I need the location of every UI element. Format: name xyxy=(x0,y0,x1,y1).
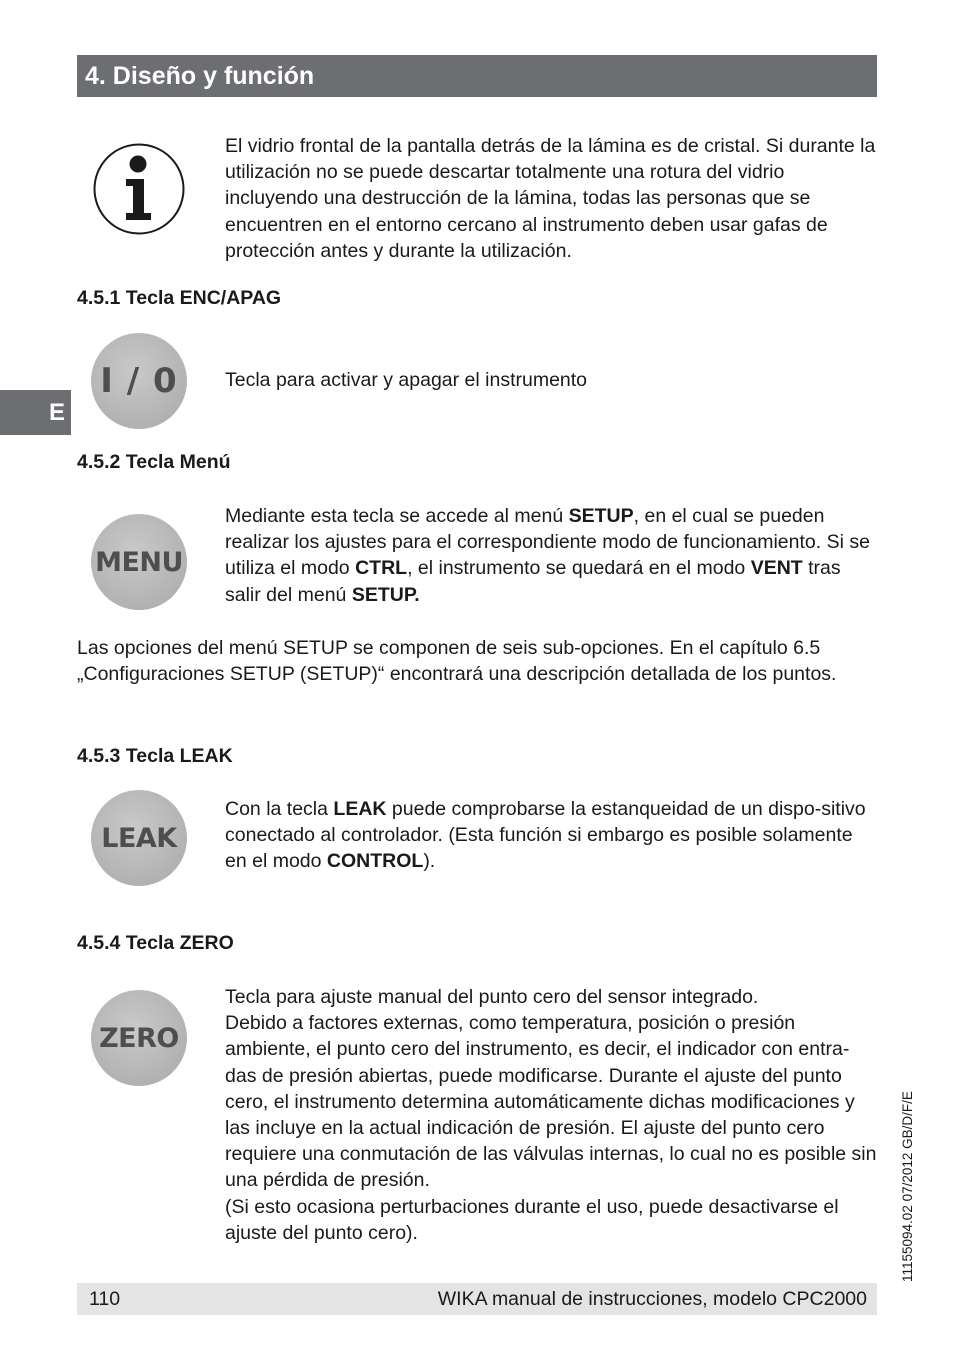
heading-onoff-key: 4.5.1 Tecla ENC/APAG xyxy=(77,287,282,309)
onoff-description: Tecla para activar y apagar el instrumento xyxy=(225,369,588,391)
onoff-key-label: I / 0 xyxy=(100,361,178,401)
menu-bold-setup-2: SETUP. xyxy=(351,583,420,606)
language-tab: E xyxy=(0,390,71,435)
info-text: El vidrio frontal de la pantalla detrás de la lámina es de cristal. Si durante la utilización no se puede descartar totalmente una rotura del vidrio incluyendo una destrucción de la lámina, todas las personas que se encuentren en el entorno cercano al instrumento deben usar gafas de protección antes y durante la utilización. xyxy=(225,135,876,262)
menu-text-2: , en el cual se pueden realizar los ajustes para el correspondiente modo de funcionamiento. Si se utiliza el modo xyxy=(225,505,870,580)
onoff-key-icon xyxy=(91,333,187,429)
leak-description xyxy=(225,796,877,875)
page-title: 4. Diseño y función xyxy=(85,62,315,90)
heading-zero-key: 4.5.4 Tecla ZERO xyxy=(77,932,234,954)
zero-key-label: ZERO xyxy=(99,1022,179,1054)
menu-text-1: Mediante esta tecla se accede al menú xyxy=(225,505,569,527)
menu-text-3: , el instrumento se quedará en el modo xyxy=(407,557,751,580)
menu-key-icon xyxy=(91,514,187,610)
zero-paragraph-2: Debido a factores externas, como temperatura, posición o presión ambiente, el punto cero del instrumento, es decir, el indicador con entra-das de presión abiertas, puede modificarse. Durante el ajuste del punto cero, el instrumento determina automáticamente dichas modificaciones y las incluye en la actual indicación de presión. El ajuste del punto cero requiere una conmutación de las válvulas internas, lo cual no es posible sin una pérdida de presión. xyxy=(225,1012,877,1192)
setup-note: Las opciones del menú SETUP se componen de seis sub-opciones. En el capítulo 6.5 „Configuraciones SETUP (SETUP)“ encontrará una descripción detallada de los puntos. xyxy=(77,637,837,686)
menu-text-4: tras salir del menú xyxy=(225,557,841,606)
document-number: 11155094.02 07/2012 GB/D/F/E xyxy=(900,1091,915,1282)
page-number: 110 xyxy=(89,1288,121,1310)
leak-bold-control: CONTROL xyxy=(326,850,424,873)
menu-bold-vent: VENT xyxy=(750,557,803,580)
zero-key-icon xyxy=(91,990,187,1086)
leak-key-label: LEAK xyxy=(101,822,177,854)
leak-bold-leak: LEAK xyxy=(333,798,387,820)
zero-paragraph-3: (Si esto ocasiona perturbaciones durante el uso, puede desactivarse el ajuste del punto cero). xyxy=(225,1195,839,1244)
zero-description xyxy=(225,984,877,1246)
info-icon xyxy=(92,142,186,236)
footer-bar xyxy=(77,1283,877,1315)
footer-title: WIKA manual de instrucciones, modelo CPC2000 xyxy=(437,1288,867,1310)
menu-key-label: MENU xyxy=(95,546,183,578)
leak-text-2: puede comprobarse la estanqueidad de un dispo-sitivo conectado al controlador. (Esta función si embargo es posible solamente en el modo xyxy=(225,798,866,873)
heading-menu-key: 4.5.2 Tecla Menú xyxy=(77,451,231,473)
zero-paragraph-1: Tecla para ajuste manual del punto cero del sensor integrado. xyxy=(225,986,759,1008)
menu-bold-setup: SETUP xyxy=(568,505,634,527)
leak-text-3: ). xyxy=(423,850,436,873)
section-header-bar xyxy=(77,55,877,97)
menu-bold-ctrl: CTRL xyxy=(355,557,408,580)
leak-key-icon xyxy=(91,790,187,886)
leak-text-1: Con la tecla xyxy=(225,798,334,820)
menu-description xyxy=(225,503,877,608)
heading-leak-key: 4.5.3 Tecla LEAK xyxy=(77,745,233,767)
